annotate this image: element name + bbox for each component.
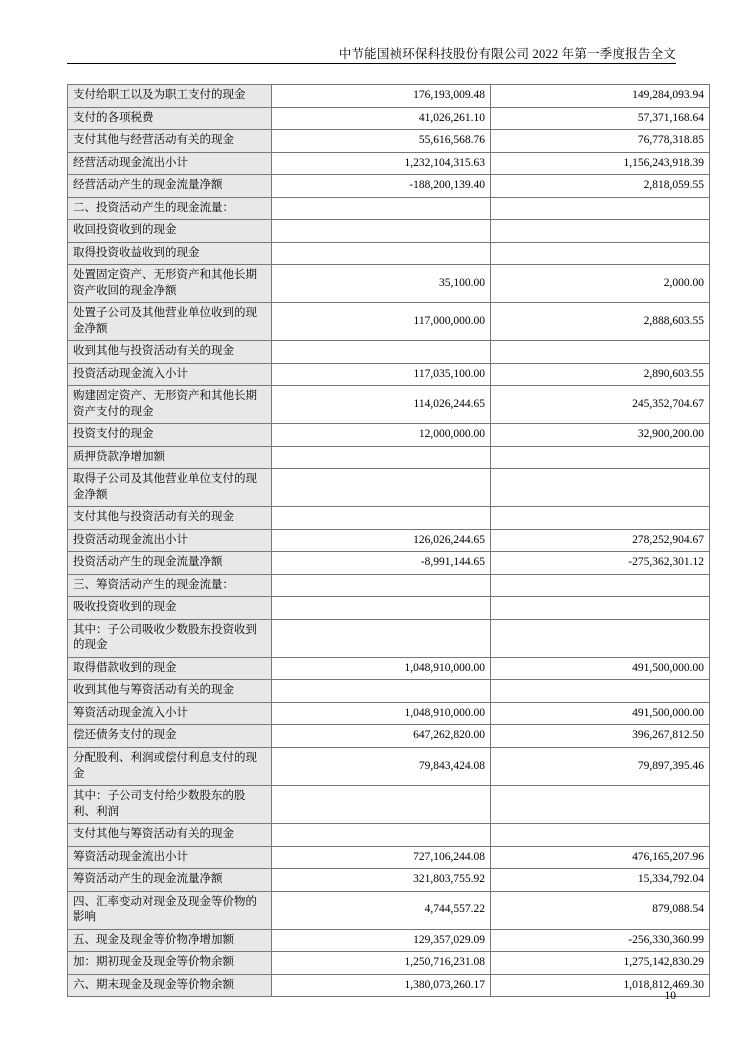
row-label: 经营活动现金流出小计	[68, 152, 272, 175]
row-value-current-period	[272, 786, 491, 824]
table-row	[68, 786, 710, 824]
row-value-current-period	[272, 469, 491, 507]
row-label: 收到其他与投资活动有关的现金	[68, 341, 272, 364]
row-value-current-period: 129,357,029.09	[272, 929, 491, 952]
row-value-current-period: 647,262,820.00	[272, 725, 491, 748]
table-row	[68, 85, 710, 108]
row-value-prior-period	[491, 446, 710, 469]
row-label: 经营活动产生的现金流量净额	[68, 175, 272, 198]
cash-flow-table-container	[67, 84, 704, 997]
table-row	[68, 597, 710, 620]
table-row	[68, 469, 710, 507]
table-row	[68, 507, 710, 530]
row-value-current-period: -188,200,139.40	[272, 175, 491, 198]
row-value-current-period: 55,616,568.76	[272, 130, 491, 153]
table-row	[68, 363, 710, 386]
row-value-current-period: 114,026,244.65	[272, 386, 491, 424]
row-value-current-period: 1,380,073,260.17	[272, 974, 491, 997]
row-value-prior-period	[491, 197, 710, 220]
row-label: 投资活动产生的现金流量净额	[68, 552, 272, 575]
row-value-current-period: 117,000,000.00	[272, 303, 491, 341]
row-label: 六、期末现金及现金等价物余额	[68, 974, 272, 997]
table-row	[68, 265, 710, 303]
table-row	[68, 529, 710, 552]
row-value-prior-period: 476,165,207.96	[491, 846, 710, 869]
row-value-prior-period: 1,275,142,830.29	[491, 952, 710, 975]
table-row	[68, 952, 710, 975]
row-value-prior-period: 396,267,812.50	[491, 725, 710, 748]
row-value-prior-period	[491, 824, 710, 847]
table-row	[68, 152, 710, 175]
row-label: 五、现金及现金等价物净增加额	[68, 929, 272, 952]
row-value-current-period: 1,232,104,315.63	[272, 152, 491, 175]
row-label: 取得借款收到的现金	[68, 657, 272, 680]
row-value-prior-period: 79,897,395.46	[491, 747, 710, 785]
row-value-current-period	[272, 197, 491, 220]
row-label: 偿还债务支付的现金	[68, 725, 272, 748]
row-label: 支付给职工以及为职工支付的现金	[68, 85, 272, 108]
table-row	[68, 702, 710, 725]
row-value-prior-period: 57,371,168.64	[491, 107, 710, 130]
row-label: 投资支付的现金	[68, 424, 272, 447]
row-value-prior-period	[491, 619, 710, 657]
row-value-current-period	[272, 680, 491, 703]
row-label: 支付其他与经营活动有关的现金	[68, 130, 272, 153]
row-value-current-period: 41,026,261.10	[272, 107, 491, 130]
row-value-prior-period: 2,890,603.55	[491, 363, 710, 386]
row-value-prior-period: 1,018,812,469.30	[491, 974, 710, 997]
row-value-current-period: 12,000,000.00	[272, 424, 491, 447]
row-label: 筹资活动产生的现金流量净额	[68, 869, 272, 892]
row-value-prior-period	[491, 220, 710, 243]
row-value-prior-period	[491, 341, 710, 364]
table-body	[68, 85, 710, 997]
row-value-prior-period: 2,818,059.55	[491, 175, 710, 198]
page-number: 10	[664, 990, 676, 1002]
table-row	[68, 929, 710, 952]
row-value-current-period: -8,991,144.65	[272, 552, 491, 575]
row-value-current-period	[272, 507, 491, 530]
row-value-current-period: 176,193,009.48	[272, 85, 491, 108]
table-row	[68, 424, 710, 447]
table-row	[68, 552, 710, 575]
row-label: 质押贷款净增加额	[68, 446, 272, 469]
row-label: 处置固定资产、无形资产和其他长期资产收回的现金净额	[68, 265, 272, 303]
row-label: 投资活动现金流入小计	[68, 363, 272, 386]
row-value-prior-period: 32,900,200.00	[491, 424, 710, 447]
row-label: 三、筹资活动产生的现金流量：	[68, 574, 272, 597]
row-label: 支付其他与筹资活动有关的现金	[68, 824, 272, 847]
row-value-current-period	[272, 619, 491, 657]
row-value-prior-period	[491, 786, 710, 824]
table-row	[68, 869, 710, 892]
row-label: 支付其他与投资活动有关的现金	[68, 507, 272, 530]
header-divider	[67, 63, 676, 64]
row-value-current-period: 1,250,716,231.08	[272, 952, 491, 975]
row-label: 取得投资收益收到的现金	[68, 242, 272, 265]
row-value-prior-period: 76,778,318.85	[491, 130, 710, 153]
row-value-prior-period: -275,362,301.12	[491, 552, 710, 575]
row-value-current-period	[272, 242, 491, 265]
row-value-current-period	[272, 597, 491, 620]
row-label: 支付的各项税费	[68, 107, 272, 130]
table-row	[68, 680, 710, 703]
row-label: 投资活动现金流出小计	[68, 529, 272, 552]
row-value-prior-period: -256,330,360.99	[491, 929, 710, 952]
row-value-current-period	[272, 824, 491, 847]
row-label: 取得子公司及其他营业单位支付的现金净额	[68, 469, 272, 507]
table-row	[68, 242, 710, 265]
row-value-prior-period: 1,156,243,918.39	[491, 152, 710, 175]
row-value-prior-period: 2,000.00	[491, 265, 710, 303]
row-value-prior-period	[491, 469, 710, 507]
row-value-current-period	[272, 341, 491, 364]
row-label: 吸收投资收到的现金	[68, 597, 272, 620]
row-label: 筹资活动现金流入小计	[68, 702, 272, 725]
table-row	[68, 824, 710, 847]
table-row	[68, 846, 710, 869]
table-row	[68, 891, 710, 929]
row-value-current-period: 117,035,100.00	[272, 363, 491, 386]
row-value-prior-period	[491, 242, 710, 265]
table-row	[68, 657, 710, 680]
row-value-prior-period: 245,352,704.67	[491, 386, 710, 424]
table-row	[68, 220, 710, 243]
table-row	[68, 725, 710, 748]
row-value-prior-period	[491, 597, 710, 620]
row-value-current-period: 321,803,755.92	[272, 869, 491, 892]
row-value-current-period: 727,106,244.08	[272, 846, 491, 869]
row-value-current-period: 35,100.00	[272, 265, 491, 303]
row-value-prior-period: 491,500,000.00	[491, 702, 710, 725]
row-value-prior-period: 278,252,904.67	[491, 529, 710, 552]
row-value-prior-period	[491, 574, 710, 597]
row-label: 其中：子公司吸收少数股东投资收到的现金	[68, 619, 272, 657]
table-row	[68, 446, 710, 469]
cash-flow-statement-table	[67, 84, 710, 997]
row-label: 加：期初现金及现金等价物余额	[68, 952, 272, 975]
row-label: 二、投资活动产生的现金流量：	[68, 197, 272, 220]
row-value-prior-period: 15,334,792.04	[491, 869, 710, 892]
row-value-current-period: 79,843,424.08	[272, 747, 491, 785]
row-value-current-period	[272, 446, 491, 469]
row-value-current-period: 1,048,910,000.00	[272, 702, 491, 725]
table-row	[68, 574, 710, 597]
row-value-current-period	[272, 220, 491, 243]
row-label: 处置子公司及其他营业单位收到的现金净额	[68, 303, 272, 341]
row-label: 收回投资收到的现金	[68, 220, 272, 243]
row-value-current-period: 126,026,244.65	[272, 529, 491, 552]
table-row	[68, 303, 710, 341]
table-row	[68, 197, 710, 220]
row-value-current-period: 4,744,557.22	[272, 891, 491, 929]
table-row	[68, 747, 710, 785]
row-value-prior-period	[491, 507, 710, 530]
row-value-prior-period: 879,088.54	[491, 891, 710, 929]
row-value-current-period	[272, 574, 491, 597]
row-value-prior-period: 149,284,093.94	[491, 85, 710, 108]
row-label: 分配股利、利润或偿付利息支付的现金	[68, 747, 272, 785]
row-value-prior-period: 491,500,000.00	[491, 657, 710, 680]
table-row	[68, 341, 710, 364]
row-value-prior-period: 2,888,603.55	[491, 303, 710, 341]
row-label: 其中：子公司支付给少数股东的股利、利润	[68, 786, 272, 824]
page-header: 中节能国祯环保科技股份有限公司 2022 年第一季度报告全文	[338, 47, 676, 61]
table-row	[68, 130, 710, 153]
row-value-current-period: 1,048,910,000.00	[272, 657, 491, 680]
row-value-prior-period	[491, 680, 710, 703]
table-row	[68, 175, 710, 198]
table-row	[68, 386, 710, 424]
table-row	[68, 107, 710, 130]
row-label: 购建固定资产、无形资产和其他长期资产支付的现金	[68, 386, 272, 424]
row-label: 收到其他与筹资活动有关的现金	[68, 680, 272, 703]
table-row	[68, 619, 710, 657]
row-label: 筹资活动现金流出小计	[68, 846, 272, 869]
row-label: 四、汇率变动对现金及现金等价物的影响	[68, 891, 272, 929]
